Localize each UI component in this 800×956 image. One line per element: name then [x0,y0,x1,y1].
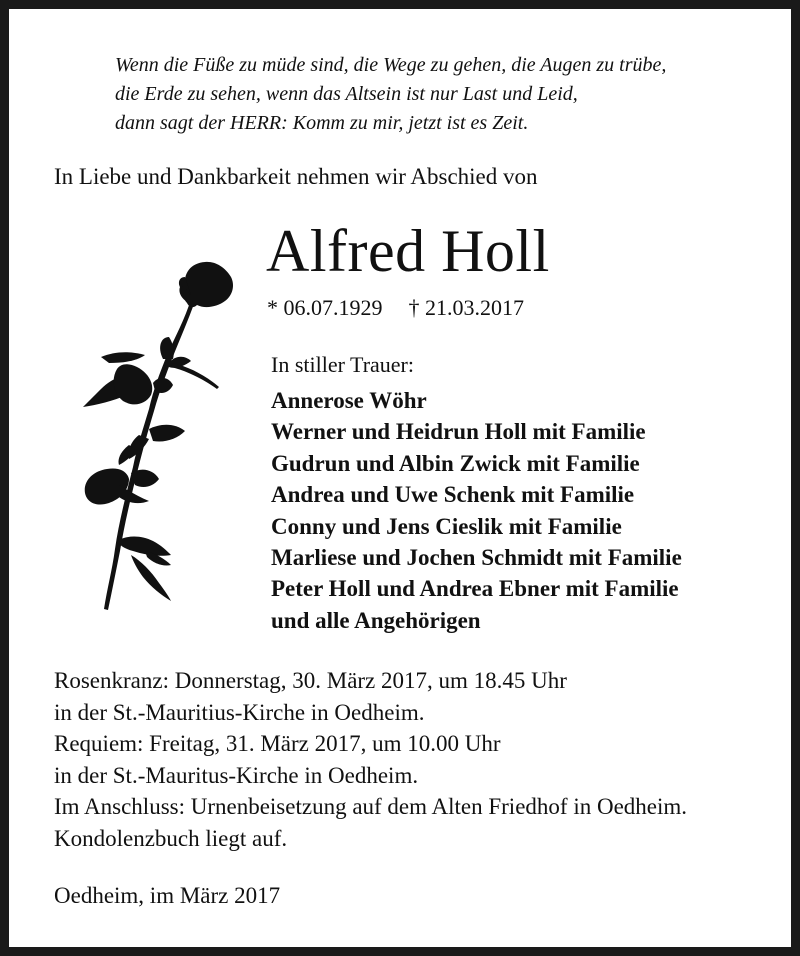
mourner-entry: Annerose Wöhr [271,388,427,413]
mourning-heading: In stiller Trauer: [271,352,414,377]
mourners-list [271,385,682,636]
poem-line: dann sagt der HERR: Komm zu mir, jetzt ist es Zeit. [115,112,529,134]
intro-text: In Liebe und Dankbarkeit nehmen wir Abschied von [54,164,538,189]
poem-line: die Erde zu sehen, wenn das Altsein ist nur Last und Leid, [115,83,578,105]
mourner-entry: Werner und Heidrun Holl mit Familie [271,419,646,445]
place-and-date: Oedheim, im März 2017 [54,883,281,908]
poem-line: Wenn die Füße zu müde sind, die Wege zu gehen, die Augen zu trübe, [115,54,667,76]
mourner-entry: Andrea und Uwe Schenk mit Familie [271,482,635,508]
service-line: Im Anschluss: Urnenbeisetzung auf dem Alten Friedhof in Oedheim. [54,794,688,819]
poem [115,51,666,138]
mourner-entry: Peter Holl und Andrea Ebner mit Familie [271,576,679,602]
service-line: Rosenkranz: Donnerstag, 30. März 2017, um 18.45 Uhr [54,668,567,693]
service-line: in der St.-Mauritus-Kirche in Oedheim. [54,762,419,788]
death-date: † 21.03.2017 [408,295,524,320]
mourner-entry: Conny und Jens Cieslik mit Familie [271,513,622,539]
mourner-entry: Gudrun und Albin Zwick mit Familie [271,450,640,476]
service-info [54,665,687,854]
service-line: Kondolenzbuch liegt auf. [54,825,288,851]
deceased-name: Alfred Holl [266,218,550,284]
life-dates [267,295,524,321]
service-line: in der St.-Mauritius-Kirche in Oedheim. [54,699,425,725]
birth-date: * 06.07.1929 [267,295,383,320]
mourner-entry: Marliese und Jochen Schmidt mit Familie [271,545,682,571]
rose-icon [57,259,237,614]
mourner-entry: und alle Angehörigen [271,607,481,633]
service-line: Requiem: Freitag, 31. März 2017, um 10.00 Uhr [54,731,501,756]
